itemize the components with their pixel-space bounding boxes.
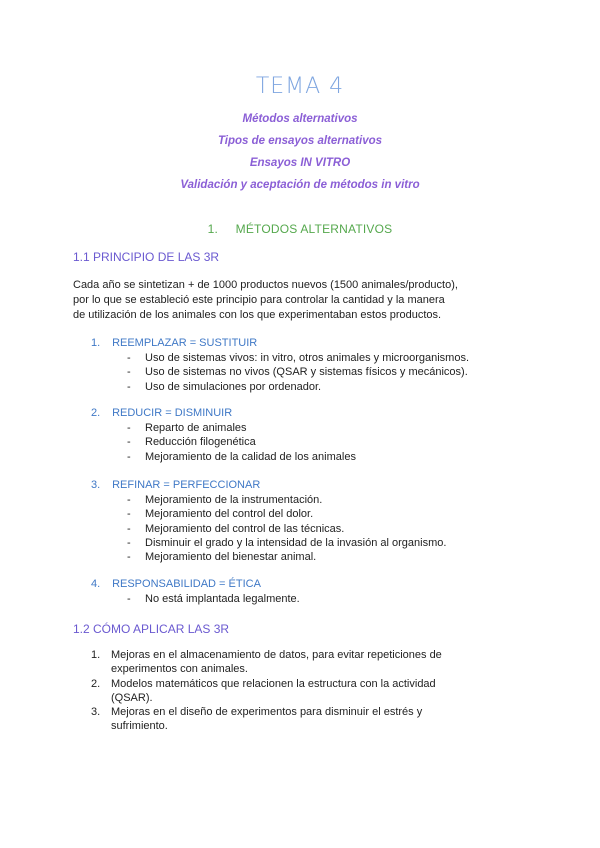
list-item-text: Mejoras en el almacenamiento de datos, para evitar repeticiones de [111,649,442,661]
subheading-1-1: 1.1 PRINCIPIO DE LAS 3R [73,250,220,264]
intro-paragraph [73,278,533,323]
principle-items [91,421,541,464]
list-item-text: Mejoramiento de la calidad de los animales [145,450,356,463]
list-number: 2. [91,677,101,690]
principle-heading [91,478,541,493]
list-item-text: Mejoras en el diseño de experimentos para disminuir el estrés y [111,706,423,719]
intro-line: Cada año se sintetizan + de 1000 productos nuevos (1500 animales/producto), [73,279,458,291]
section-label: MÉTODOS ALTERNATIVOS [235,222,393,236]
apply-list [91,648,511,734]
principle-heading [91,406,541,421]
list-item-text: Disminuir el grado y la intensidad de la invasión al organismo. [145,536,447,549]
subheading-1-2: 1.2 CÓMO APLICAR LAS 3R [73,622,230,636]
list-item [91,705,511,734]
section-number: 1. [207,222,219,236]
principle-label: REEMPLAZAR = SUSTITUIR [112,337,258,349]
list-item-text: Mejoramiento del control de las técnicas. [145,522,345,535]
list-item [91,677,511,706]
principle-label: REFINAR = PERFECCIONAR [112,479,261,491]
list-item [91,648,511,677]
principle-label: RESPONSABILIDAD = ÉTICA [112,578,261,590]
list-item-text: Mejoramiento del control del dolor. [145,508,314,521]
principle-label: REDUCIR = DISMINUIR [112,407,233,419]
list-item: - Mejoramiento del control de las técnicas. [127,522,345,535]
list-item: - Mejoramiento del control del dolor. [127,508,314,521]
list-item-text: Modelos matemáticos que relacionen la estructura con la actividad [111,677,436,690]
list-item-text: Uso de simulaciones por ordenador. [145,380,322,393]
subtitle-line: Validación y aceptación de métodos in vitro [180,179,420,191]
principle-items [91,351,541,394]
principle-reemplazar [91,336,541,394]
list-number: 1. [91,649,101,661]
list-item-text: No está implantada legalmente. [145,593,300,605]
intro-line: de utilización de los animales con los que experimentaban estos productos. [73,309,442,321]
page-title: TEMA 4 [255,74,345,99]
list-item: - No está implantada legalmente. [127,593,300,605]
principle-items [91,493,541,564]
list-item-text: Reducción filogenética [145,436,256,449]
list-item-text: Uso de sistemas vivos: in vitro, otros animales y microorganismos. [145,352,469,364]
list-item-text: Uso de sistemas no vivos (QSAR y sistemas físicos y mecánicos). [145,366,468,379]
principle-number: 4. [91,578,101,590]
list-item-text: (QSAR). [111,691,153,704]
principle-number: 3. [91,479,101,491]
list-item: - Reparto de animales [127,422,247,434]
list-item: - Mejoramiento de la calidad de los animales [127,450,356,463]
list-item-text: Reparto de animales [145,422,247,434]
principle-responsabilidad [91,577,541,606]
list-number: 3. [91,706,101,719]
principle-refinar [91,478,541,564]
principle-heading [91,577,541,592]
subtitle-line: Ensayos IN VITRO [249,157,351,169]
list-item-text: experimentos con animales. [111,663,248,676]
list-item: - Mejoramiento de la instrumentación. [127,494,323,506]
list-item-text: Mejoramiento de la instrumentación. [145,494,323,506]
principle-number: 2. [91,407,101,419]
section-heading [0,222,600,236]
list-item: - Mejoramiento del bienestar animal. [127,551,317,564]
subtitle-list [0,108,600,196]
subtitle-line: Métodos alternativos [242,113,358,125]
principle-items [91,592,541,606]
intro-line: por lo que se estableció este principio para controlar la cantidad y la manera [73,294,445,306]
list-item: - Reducción filogenética [127,436,256,449]
list-item-text: sufrimiento. [111,720,168,733]
principle-heading [91,336,541,351]
list-item: - Uso de sistemas vivos: in vitro, otros animales y microorganismos. [127,352,469,364]
list-item: - Disminuir el grado y la intensidad de la invasión al organismo. [127,536,447,549]
list-item: - Uso de simulaciones por ordenador. [127,380,322,393]
subtitle-line: Tipos de ensayos alternativos [217,135,383,147]
principle-reducir [91,406,541,464]
list-item-text: Mejoramiento del bienestar animal. [145,551,317,564]
list-item: - Uso de sistemas no vivos (QSAR y sistemas físicos y mecánicos). [127,366,468,379]
principle-number: 1. [91,337,101,349]
